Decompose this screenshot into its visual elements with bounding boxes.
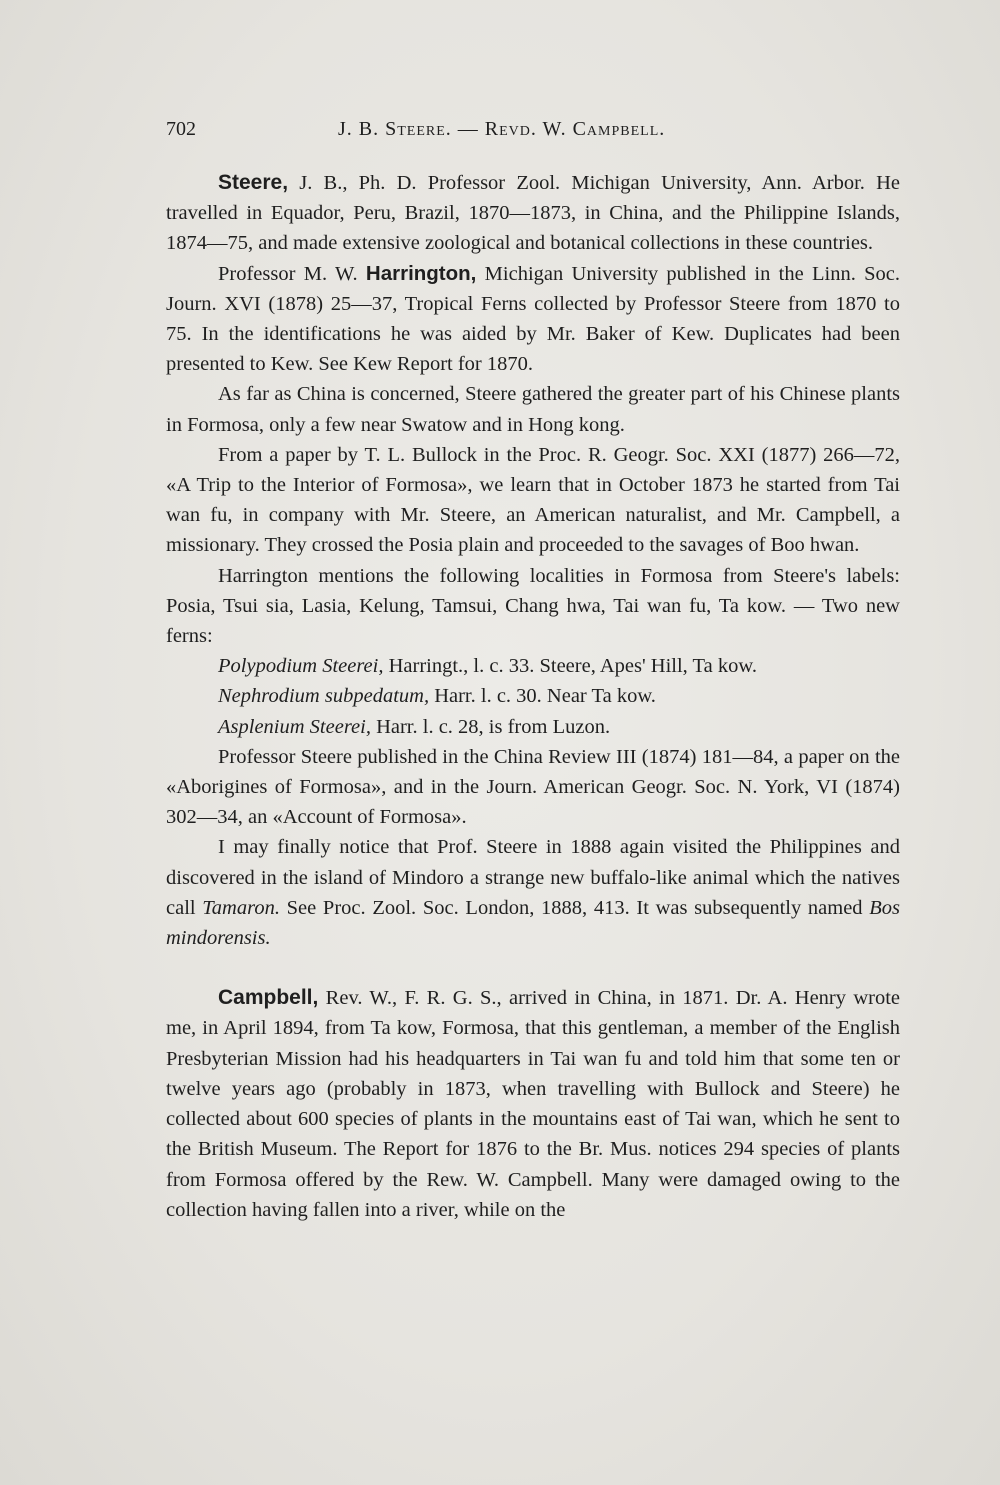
- tamaron-term: Tamaron.: [202, 896, 280, 919]
- species-name: Nephrodium subpedatum,: [218, 685, 430, 708]
- species-name: Polypodium Steerei,: [218, 655, 384, 678]
- mindoro-mid: See Proc. Zool. Soc. London, 1888, 413. It was subsequently named: [279, 896, 870, 919]
- species-text: Harringt., l. c. 33. Steere, Apes' Hill, Ta kow.: [383, 655, 757, 678]
- entry-name-campbell: Campbell,: [218, 986, 319, 1010]
- harrington-post: Michigan University published in the Linn. Soc. Journ. XVI (1878) 25—37, Tropical Ferns collected by Professor Steere from 1870 to 75. In the identifications he was aided by Mr. Baker of Kew. Duplicates had been presented to Kew. See Kew Report for 1870.: [166, 262, 900, 376]
- entry-name-steere: Steere,: [218, 171, 289, 194]
- harrington-name: Harrington,: [365, 261, 477, 285]
- page-header: [166, 118, 900, 146]
- page-body: [166, 168, 900, 1225]
- campbell-text: Rev. W., F. R. G. S., arrived in China, in 1871. Dr. A. Henry wrote me, in April 1894, from Ta kow, Formosa, that this gentleman, a member of the English Presbyterian Mission had his headquarters in Tai wan fu and told him that some ten or twelve years ago (probably in 1873, when travelling with Bullock and Steere) he collected about 600 species of plants in the mountains east of Tai wan, which he sent to the British Museum. The Report for 1876 to the Br. Mus. notices 294 species of plants from Formosa offered by the Rew. W. Campbell. Many were damaged owing to the collection having fallen into a river, while on the: [166, 987, 900, 1221]
- mindoro-pre: I may finally notice that Prof. Steere in 1888 again visited the Philippines and discovered in the island of Mindoro a strange new buffalo-like animal which the natives call: [166, 836, 900, 919]
- harrington-paragraph: [166, 259, 900, 380]
- species-line: [166, 681, 900, 711]
- running-title: J. B. Steere. — Revd. W. Campbell.: [338, 118, 666, 140]
- entry-separator: [166, 953, 900, 983]
- species-text: Harr. l. c. 28, is from Luzon.: [370, 715, 611, 738]
- localities-paragraph: Harrington mentions the following localities in Formosa from Steere's labels: Posia, Tsui sia, Lasia, Kelung, Tamsui, Chang hwa, Tai wan fu, Ta kow. — Two new ferns:: [166, 564, 900, 648]
- steere-intro-text: J. B., Ph. D. Professor Zool. Michigan University, Ann. Arbor. He travelled in Equador, Peru, Brazil, 1870—1873, in China, and the Philippine Islands, 1874—75, and made extensive zoological and botanical collections in these countries.: [166, 172, 900, 255]
- species-line: [166, 712, 900, 742]
- steere-entry-paragraph: [166, 168, 900, 259]
- species-name: Asplenium Steerei,: [218, 715, 371, 738]
- bullock-paragraph: From a paper by T. L. Bullock in the Proc. R. Geogr. Soc. XXI (1877) 266—72, «A Trip to the Interior of Formosa», we learn that in October 1873 he started from Tai wan fu, in company with Mr. Steere, an American naturalist, and Mr. Campbell, a missionary. They crossed the Posia plain and proceeded to the savages of Boo hwan.: [166, 443, 900, 557]
- publications-paragraph: Professor Steere published in the China Review III (1874) 181—84, a paper on the «Aborigines of Formosa», and in the Journ. American Geogr. Soc. N. York, VI (1874) 302—34, an «Account of Formosa».: [166, 745, 900, 829]
- species-line: [166, 651, 900, 681]
- campbell-entry-paragraph: [166, 983, 900, 1225]
- mindoro-paragraph: [166, 832, 900, 953]
- page-number: 702: [166, 118, 196, 140]
- china-paragraph: As far as China is concerned, Steere gathered the greater part of his Chinese plants in Formosa, only a few near Swatow and in Hong kong.: [166, 383, 900, 436]
- species-text: Harr. l. c. 30. Near Ta kow.: [429, 685, 656, 708]
- harrington-pre: Professor M. W.: [218, 262, 366, 285]
- bos-mindorensis-term: Bos mindorensis.: [166, 896, 900, 950]
